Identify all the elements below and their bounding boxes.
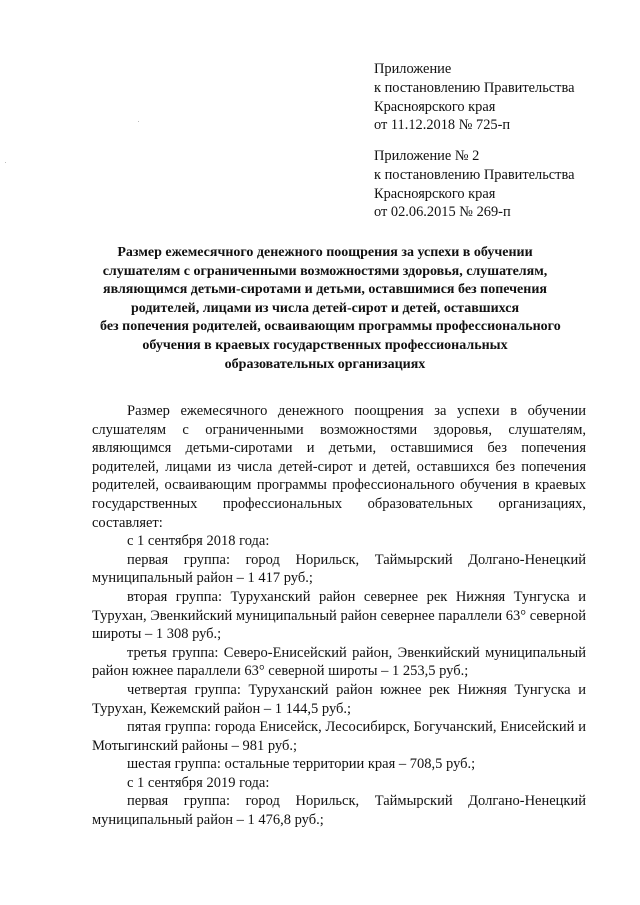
group-item: третья группа: Северо-Енисейский район, Эвенкийский муниципальный район южнее параллели 63° северной широты – 1 253,5 руб.; (92, 644, 586, 680)
appendix-original-line: Красноярского края (374, 185, 496, 202)
title-line: образовательных организациях (224, 356, 426, 372)
group-item: шестая группа: остальные территории края – 708,5 руб.; (127, 756, 476, 773)
appendix-current-line: Красноярского края (374, 98, 496, 115)
title-line: Размер ежемесячного денежного поощрения за успехи в обучении (117, 245, 533, 260)
appendix-current-line: от 11.12.2018 № 725-п (374, 117, 511, 134)
appendix-original-line: к постановлению Правительства (374, 166, 575, 183)
group-item: пятая группа: города Енисейск, Лесосибирск, Богучанский, Енисейский и Мотыгинский районы – 981 руб.; (92, 719, 586, 754)
appendix-current-line: Приложение (374, 61, 452, 77)
title-line: без попечения родителей, осваивающим программы профессионального (100, 319, 561, 335)
document-title (100, 244, 561, 374)
title-line: родителей, лицами из числа детей-сирот и детей, оставшихся (130, 300, 520, 316)
scan-speck (138, 121, 139, 122)
appendix-original-line: от 02.06.2015 № 269-п (374, 204, 511, 221)
group-item: четвертая группа: Туруханский район южнее рек Нижняя Тунгуска и Турухан, Кежемский район – 1 144,5 руб.; (92, 681, 586, 717)
appendix-current-line: к постановлению Правительства (374, 79, 575, 96)
group-item: первая группа: город Норильск, Таймырский Долгано-Ненецкий муниципальный район – 1 476,8 руб.; (92, 793, 586, 829)
document-body (92, 402, 586, 830)
scan-speck (5, 162, 6, 163)
title-line: являющимся детьми-сиротами и детьми, оставшимися без попечения (103, 282, 547, 298)
group-item: первая группа: город Норильск, Таймырский Долгано-Ненецкий муниципальный район – 1 417 руб.; (92, 551, 586, 587)
date-heading-2019: с 1 сентября 2019 года: (127, 774, 270, 791)
appendix-original-line: Приложение № 2 (374, 148, 480, 164)
title-line: слушателям с ограниченными возможностями здоровья, слушателям, (102, 263, 548, 279)
date-heading-2018: с 1 сентября 2018 года: (127, 533, 270, 550)
intro-paragraph: Размер ежемесячного денежного поощрения за успехи в обучении слушателям с ограниченными возможностями здоровья, слушателям, являющимся детьми-сиротами и детьми, оставшимися без попечения родителей, лицами из числа детей-сирот и детей, оставшихся без попечения родителей, осваивающим программы профессионального обучения в краевых государственных профессиональных образовательных организациях, составляет: (92, 403, 586, 531)
appendix-original-block (374, 147, 624, 222)
appendix-current-block (374, 60, 624, 135)
group-item: вторая группа: Туруханский район севернее рек Нижняя Тунгуска и Турухан, Эвенкийский муниципальный район севернее параллели 63° северной широты – 1 308 руб.; (92, 588, 586, 643)
title-line: обучения в краевых государственных профессиональных (142, 337, 508, 353)
